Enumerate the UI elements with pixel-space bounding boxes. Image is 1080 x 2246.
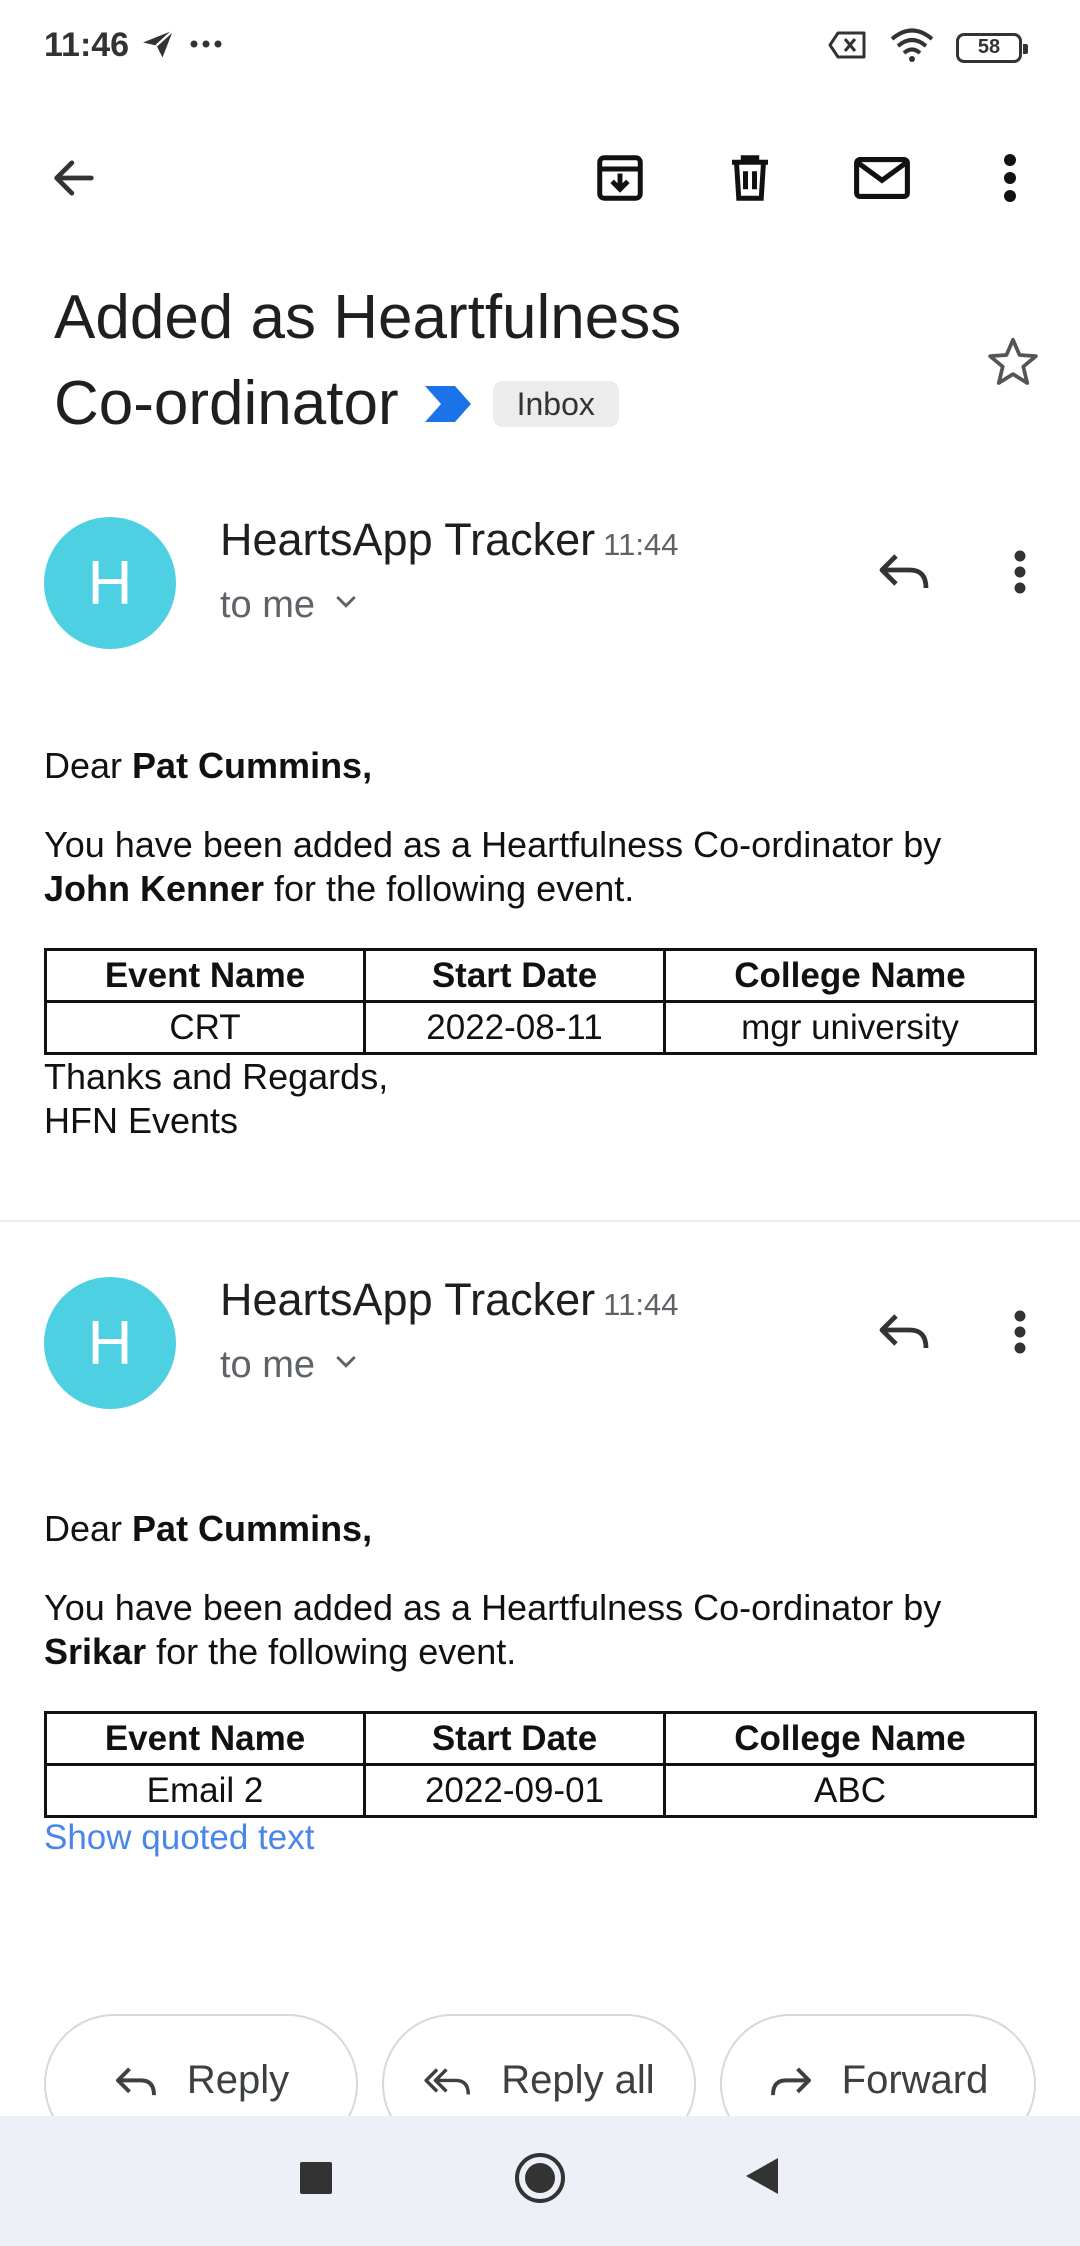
- sign-off: [44, 1055, 1044, 1143]
- delete-icon[interactable]: [720, 148, 780, 208]
- reply-all-icon: [423, 2064, 473, 2100]
- chevron-down-icon: [331, 1344, 361, 1387]
- table-cell: Email 2: [46, 1765, 365, 1817]
- greeting-name: Pat Cummins,: [132, 745, 373, 786]
- wifi-icon: [890, 28, 934, 67]
- back-triangle-icon[interactable]: [740, 2154, 784, 2198]
- greeting-prefix: Dear: [44, 745, 133, 786]
- sign-off-line-1: Thanks and Regards,: [44, 1056, 389, 1097]
- system-nav-bar: [0, 2116, 1080, 2246]
- status-time: 11:46: [44, 26, 130, 64]
- table-cell: ABC: [665, 1765, 1036, 1817]
- recipient-label: to me: [220, 1344, 316, 1386]
- archive-icon[interactable]: [590, 148, 650, 208]
- sender-name[interactable]: HeartsApp Tracker: [220, 1274, 596, 1325]
- forward-icon: [768, 2064, 814, 2100]
- sender-name[interactable]: HeartsApp Tracker: [220, 514, 596, 565]
- forward-label: Forward: [841, 2058, 989, 2102]
- greeting: [44, 1507, 1044, 1551]
- recipient-label: to me: [220, 584, 316, 626]
- overflow-menu-icon[interactable]: [980, 148, 1040, 208]
- status-system-icons: [828, 28, 1022, 67]
- sign-off-line-2: HFN Events: [44, 1100, 239, 1141]
- inbox-label-chip[interactable]: Inbox: [493, 381, 619, 427]
- table-header-row: [46, 1713, 1036, 1765]
- event-table: [44, 948, 1037, 1055]
- greeting: [44, 744, 1044, 788]
- more-dots-icon: [186, 26, 226, 67]
- star-icon[interactable]: [984, 334, 1042, 395]
- app-bar: [0, 130, 1080, 220]
- battery-icon: 58: [956, 33, 1022, 63]
- home-circle-icon[interactable]: [512, 2150, 568, 2206]
- importance-marker-icon[interactable]: [423, 384, 473, 424]
- table-header: Start Date: [365, 950, 665, 1002]
- event-table: [44, 1711, 1037, 1818]
- reply-icon[interactable]: [874, 544, 934, 600]
- message-body: [44, 1586, 1044, 1674]
- recents-square-icon[interactable]: [294, 2156, 338, 2200]
- message-time: 11:44: [603, 1287, 679, 1322]
- status-bar: [0, 0, 1080, 96]
- reply-label: Reply: [186, 2058, 290, 2102]
- mark-unread-icon[interactable]: [850, 148, 914, 208]
- greeting-name: Pat Cummins,: [132, 1508, 373, 1549]
- email-subject: [54, 275, 954, 447]
- body-prefix: You have been added as a Heartfulness Co-ordinator by: [44, 1587, 942, 1628]
- body-prefix: You have been added as a Heartfulness Co-ordinator by: [44, 824, 942, 865]
- reply-all-label: Reply all: [501, 2058, 655, 2102]
- status-notification-icons: [140, 26, 226, 67]
- show-quoted-text-link[interactable]: Show quoted text: [44, 1818, 315, 1857]
- body-suffix: for the following event.: [264, 868, 635, 909]
- subject-line-2-row: [54, 361, 954, 447]
- message-body: [44, 823, 1044, 911]
- body-name: John Kenner: [44, 868, 265, 909]
- reply-icon: [113, 2064, 159, 2100]
- chevron-down-icon: [331, 584, 361, 627]
- table-header-row: [46, 950, 1036, 1002]
- greeting-prefix: Dear: [44, 1508, 133, 1549]
- table-header: Event Name: [46, 950, 365, 1002]
- avatar[interactable]: H: [44, 1277, 176, 1409]
- subject-line-1: Added as Heartfulness: [54, 283, 682, 352]
- table-header: College Name: [665, 1713, 1036, 1765]
- reply-icon[interactable]: [874, 1304, 934, 1360]
- sender-line: [220, 514, 678, 566]
- table-row: [46, 1002, 1036, 1054]
- table-cell: 2022-09-01: [365, 1765, 665, 1817]
- table-header: College Name: [665, 950, 1036, 1002]
- avatar[interactable]: H: [44, 517, 176, 649]
- recipient-toggle[interactable]: [220, 1344, 361, 1387]
- telegram-icon: [140, 26, 176, 67]
- table-header: Start Date: [365, 1713, 665, 1765]
- table-cell: mgr university: [665, 1002, 1036, 1054]
- message-overflow-icon[interactable]: [1002, 1304, 1038, 1360]
- body-suffix: for the following event.: [146, 1631, 517, 1672]
- message-overflow-icon[interactable]: [1002, 544, 1038, 600]
- body-name: Srikar: [44, 1631, 147, 1672]
- message-time: 11:44: [603, 527, 679, 562]
- message-divider: [0, 1220, 1080, 1222]
- table-header: Event Name: [46, 1713, 365, 1765]
- subject-line-2: Co-ordinator: [54, 369, 399, 438]
- table-cell: CRT: [46, 1002, 365, 1054]
- back-arrow-icon[interactable]: [44, 148, 104, 208]
- table-row: [46, 1765, 1036, 1817]
- sender-line: [220, 1274, 678, 1326]
- table-cell: 2022-08-11: [365, 1002, 665, 1054]
- recipient-toggle[interactable]: [220, 584, 361, 627]
- sim-off-icon: [828, 30, 868, 65]
